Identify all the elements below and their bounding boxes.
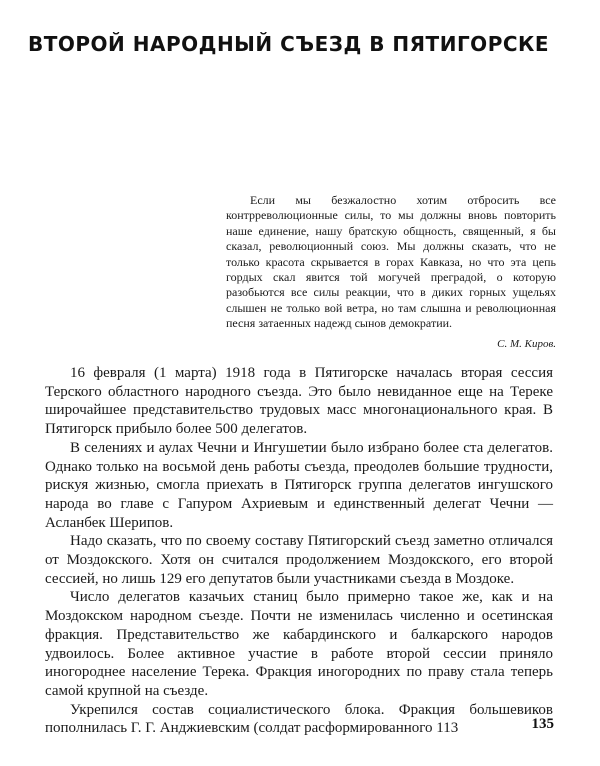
paragraph-1: 16 февраля (1 марта) 1918 года в Пятигорске началась вторая сессия Терского областного народного съезда. Это было невиданное еще на Тереке широчайшее представительство трудовых масс многонационального края. В Пятигорск прибыло более 500 делегатов. [45, 365, 553, 438]
paragraph-5: Укрепился состав социалистического блока. Фракция большевиков пополнилась Г. Г. Анджиевским (солдат расформированного 113 [45, 701, 553, 737]
epigraph [226, 193, 556, 351]
paragraph-4: Число делегатов казачьих станиц было примерно такое же, как и на Моздокском народном съезде. Почти не изменилась численно и осетинская фракция. Представительство же кабардинского и балкарского народов удвоилось. Более активное участие в работе второй сессии приняло иногороднее население Терека. Фракция иногородних по праву стала теперь самой крупной на съезде. [45, 589, 553, 699]
paragraph-2: В селениях и аулах Чечни и Ингушетии было избрано более ста делегатов. Однако только на восьмой день работы съезда, преодолев большие трудности, рискуя жизнью, смогла приехать в Пятигорск группа делегатов ингушского народа во главе с Гапуром Ахриевым и единственный делегат Чечни — Асланбек Шерипов. [45, 439, 553, 531]
page-title: ВТОРОЙ НАРОДНЫЙ СЪЕЗД В ПЯТИГОРСКЕ [28, 32, 550, 56]
page-number: 135 [531, 716, 554, 732]
epigraph-text: Если мы безжалостно хотим отбросить все контрреволюционные силы, то мы должны вновь повторить наше единение, нашу братскую общность, священный, я бы сказал, революционный союз. Мы должны сказать, что не только красота скрывается в горах Кавказа, но что эта цепь гордых скал явится той могучей преградой, о которую разобьются все силы реакции, что в диких горных ущельях слышен не только вой ветра, но там слышна и революционная песня затаенных надежд сынов демократии. [226, 193, 556, 331]
main-text [45, 364, 553, 738]
paragraph-3: Надо сказать, что по своему составу Пятигорский съезд заметно отличался от Моздокского. Хотя он считался продолжением Моздокского, его второй сессией, но лишь 129 его депутатов были участниками съезда в Моздоке. [45, 533, 553, 587]
epigraph-author: С. М. Киров. [497, 337, 556, 350]
